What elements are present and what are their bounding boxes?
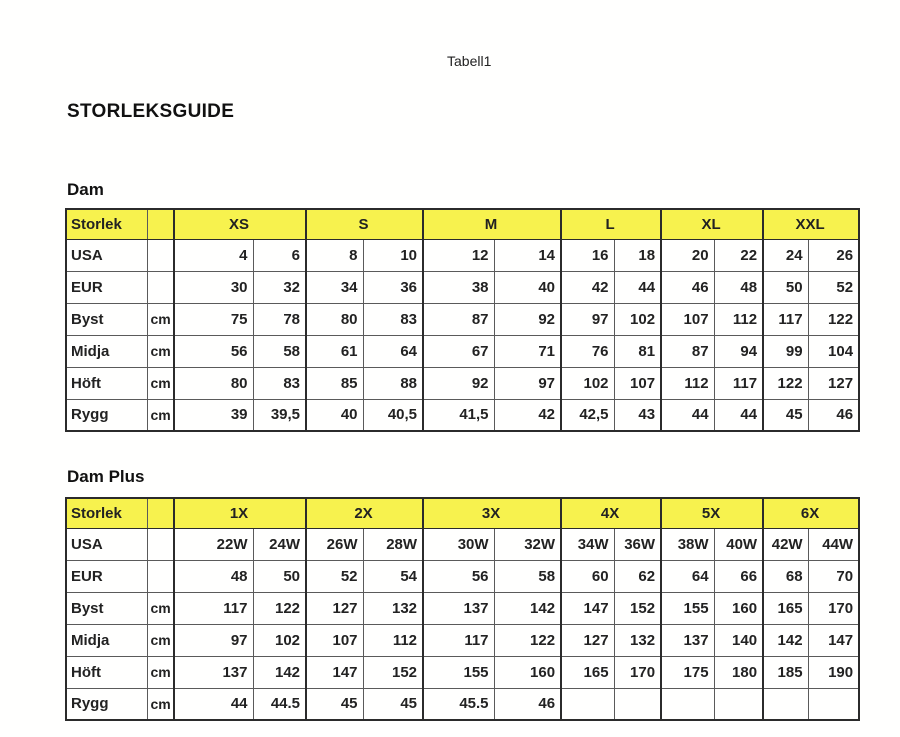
value-cell: 92	[494, 303, 561, 335]
unit-cell: cm	[147, 303, 174, 335]
value-cell: 64	[661, 560, 714, 592]
value-cell: 155	[423, 656, 494, 688]
row-label-cell: USA	[66, 528, 147, 560]
table-row	[66, 560, 859, 592]
value-cell: 122	[253, 592, 306, 624]
table-row	[66, 303, 859, 335]
value-cell: 137	[174, 656, 253, 688]
value-cell: 102	[561, 367, 614, 399]
value-cell: 44	[661, 399, 714, 431]
value-cell: 40,5	[363, 399, 423, 431]
size-table-dam	[65, 208, 860, 432]
value-cell: 14	[494, 239, 561, 271]
value-cell: 48	[714, 271, 763, 303]
value-cell: 140	[714, 624, 763, 656]
value-cell: 45	[363, 688, 423, 720]
value-cell: 81	[614, 335, 661, 367]
row-label-cell: EUR	[66, 271, 147, 303]
value-cell: 70	[808, 560, 859, 592]
value-cell: 50	[763, 271, 808, 303]
size-group-header: M	[423, 209, 561, 239]
table-row	[66, 367, 859, 399]
unit-cell: cm	[147, 399, 174, 431]
size-table-dam-plus	[65, 497, 860, 721]
unit-cell	[147, 528, 174, 560]
value-cell: 160	[714, 592, 763, 624]
value-cell: 180	[714, 656, 763, 688]
value-cell	[763, 688, 808, 720]
value-cell: 12	[423, 239, 494, 271]
value-cell: 24W	[253, 528, 306, 560]
value-cell: 18	[614, 239, 661, 271]
value-cell: 39,5	[253, 399, 306, 431]
value-cell: 87	[423, 303, 494, 335]
value-cell: 85	[306, 367, 363, 399]
value-cell: 68	[763, 560, 808, 592]
value-cell	[714, 688, 763, 720]
value-cell: 97	[561, 303, 614, 335]
value-cell: 190	[808, 656, 859, 688]
value-cell: 75	[174, 303, 253, 335]
unit-cell	[147, 271, 174, 303]
value-cell: 56	[174, 335, 253, 367]
value-cell: 42	[561, 271, 614, 303]
size-group-header: 4X	[561, 498, 661, 528]
value-cell: 56	[423, 560, 494, 592]
value-cell: 38W	[661, 528, 714, 560]
value-cell: 67	[423, 335, 494, 367]
size-group-header: 3X	[423, 498, 561, 528]
value-cell: 36	[363, 271, 423, 303]
row-label-cell: Byst	[66, 303, 147, 335]
value-cell: 80	[306, 303, 363, 335]
value-cell: 132	[614, 624, 661, 656]
value-cell: 8	[306, 239, 363, 271]
value-cell: 40W	[714, 528, 763, 560]
table-row	[66, 592, 859, 624]
value-cell: 117	[423, 624, 494, 656]
value-cell: 112	[661, 367, 714, 399]
value-cell: 32	[253, 271, 306, 303]
value-cell: 61	[306, 335, 363, 367]
unit-cell: cm	[147, 656, 174, 688]
value-cell: 30W	[423, 528, 494, 560]
size-group-header: XS	[174, 209, 306, 239]
size-header-row	[66, 498, 859, 528]
value-cell	[561, 688, 614, 720]
value-cell: 107	[614, 367, 661, 399]
value-cell: 165	[561, 656, 614, 688]
value-cell: 104	[808, 335, 859, 367]
page-title: STORLEKSGUIDE	[67, 101, 235, 122]
value-cell: 30	[174, 271, 253, 303]
size-group-header: XL	[661, 209, 763, 239]
unit-header-cell	[147, 498, 174, 528]
unit-cell: cm	[147, 335, 174, 367]
value-cell: 36W	[614, 528, 661, 560]
table-row	[66, 624, 859, 656]
value-cell: 71	[494, 335, 561, 367]
size-group-header: S	[306, 209, 423, 239]
table-row	[66, 688, 859, 720]
value-cell: 42,5	[561, 399, 614, 431]
value-cell: 127	[561, 624, 614, 656]
value-cell: 28W	[363, 528, 423, 560]
value-cell: 16	[561, 239, 614, 271]
corner-header-cell: Storlek	[66, 209, 147, 239]
value-cell: 45	[763, 399, 808, 431]
value-cell	[614, 688, 661, 720]
value-cell: 142	[763, 624, 808, 656]
value-cell: 46	[661, 271, 714, 303]
table-title-dam: Dam	[67, 180, 104, 199]
value-cell: 80	[174, 367, 253, 399]
value-cell: 147	[808, 624, 859, 656]
table-row	[66, 656, 859, 688]
value-cell: 52	[306, 560, 363, 592]
value-cell: 112	[363, 624, 423, 656]
value-cell: 97	[494, 367, 561, 399]
value-cell	[661, 688, 714, 720]
table-title-dam-plus: Dam Plus	[67, 467, 145, 486]
size-group-header: XXL	[763, 209, 859, 239]
value-cell: 46	[808, 399, 859, 431]
value-cell: 58	[253, 335, 306, 367]
value-cell: 127	[808, 367, 859, 399]
value-cell: 102	[253, 624, 306, 656]
row-label-cell: Höft	[66, 367, 147, 399]
value-cell: 41,5	[423, 399, 494, 431]
value-cell: 52	[808, 271, 859, 303]
value-cell: 54	[363, 560, 423, 592]
size-header-row	[66, 209, 859, 239]
value-cell: 83	[253, 367, 306, 399]
value-cell: 48	[174, 560, 253, 592]
value-cell: 170	[808, 592, 859, 624]
value-cell: 45.5	[423, 688, 494, 720]
value-cell: 43	[614, 399, 661, 431]
value-cell: 112	[714, 303, 763, 335]
value-cell: 76	[561, 335, 614, 367]
value-cell: 40	[494, 271, 561, 303]
value-cell: 64	[363, 335, 423, 367]
value-cell: 99	[763, 335, 808, 367]
size-group-header: 2X	[306, 498, 423, 528]
row-label-cell: Midja	[66, 335, 147, 367]
row-label-cell: Midja	[66, 624, 147, 656]
value-cell: 44	[614, 271, 661, 303]
value-cell: 78	[253, 303, 306, 335]
row-label-cell: Rygg	[66, 399, 147, 431]
value-cell: 50	[253, 560, 306, 592]
value-cell: 127	[306, 592, 363, 624]
value-cell: 58	[494, 560, 561, 592]
value-cell: 88	[363, 367, 423, 399]
value-cell: 122	[494, 624, 561, 656]
value-cell: 147	[306, 656, 363, 688]
value-cell: 40	[306, 399, 363, 431]
unit-cell: cm	[147, 688, 174, 720]
value-cell: 44	[174, 688, 253, 720]
value-cell: 117	[174, 592, 253, 624]
value-cell: 42W	[763, 528, 808, 560]
row-label-cell: Byst	[66, 592, 147, 624]
row-label-cell: USA	[66, 239, 147, 271]
value-cell: 132	[363, 592, 423, 624]
value-cell: 92	[423, 367, 494, 399]
value-cell: 165	[763, 592, 808, 624]
value-cell: 152	[614, 592, 661, 624]
value-cell: 45	[306, 688, 363, 720]
value-cell: 83	[363, 303, 423, 335]
table-row	[66, 528, 859, 560]
value-cell: 185	[763, 656, 808, 688]
size-group-header: 1X	[174, 498, 306, 528]
value-cell: 142	[253, 656, 306, 688]
value-cell: 142	[494, 592, 561, 624]
value-cell: 160	[494, 656, 561, 688]
value-cell: 117	[714, 367, 763, 399]
size-group-header: 5X	[661, 498, 763, 528]
value-cell: 87	[661, 335, 714, 367]
value-cell: 122	[808, 303, 859, 335]
value-cell: 102	[614, 303, 661, 335]
value-cell: 66	[714, 560, 763, 592]
value-cell: 97	[174, 624, 253, 656]
value-cell: 152	[363, 656, 423, 688]
value-cell: 107	[661, 303, 714, 335]
value-cell: 117	[763, 303, 808, 335]
value-cell: 60	[561, 560, 614, 592]
value-cell: 22W	[174, 528, 253, 560]
value-cell: 44.5	[253, 688, 306, 720]
corner-header-cell: Storlek	[66, 498, 147, 528]
row-label-cell: EUR	[66, 560, 147, 592]
value-cell: 34W	[561, 528, 614, 560]
row-label-cell: Rygg	[66, 688, 147, 720]
value-cell: 22	[714, 239, 763, 271]
value-cell: 155	[661, 592, 714, 624]
unit-cell: cm	[147, 367, 174, 399]
value-cell: 94	[714, 335, 763, 367]
value-cell: 44	[714, 399, 763, 431]
size-group-header: 6X	[763, 498, 859, 528]
value-cell: 6	[253, 239, 306, 271]
value-cell: 38	[423, 271, 494, 303]
table-row	[66, 399, 859, 431]
value-cell: 24	[763, 239, 808, 271]
table-row	[66, 239, 859, 271]
value-cell: 175	[661, 656, 714, 688]
value-cell: 147	[561, 592, 614, 624]
value-cell: 32W	[494, 528, 561, 560]
row-label-cell: Höft	[66, 656, 147, 688]
unit-cell: cm	[147, 624, 174, 656]
value-cell: 46	[494, 688, 561, 720]
value-cell: 10	[363, 239, 423, 271]
value-cell: 137	[661, 624, 714, 656]
value-cell: 26	[808, 239, 859, 271]
value-cell: 4	[174, 239, 253, 271]
size-group-header: L	[561, 209, 661, 239]
unit-header-cell	[147, 209, 174, 239]
value-cell: 42	[494, 399, 561, 431]
unit-cell	[147, 560, 174, 592]
value-cell: 44W	[808, 528, 859, 560]
unit-cell: cm	[147, 592, 174, 624]
value-cell: 34	[306, 271, 363, 303]
value-cell: 39	[174, 399, 253, 431]
value-cell: 20	[661, 239, 714, 271]
table-row	[66, 271, 859, 303]
unit-cell	[147, 239, 174, 271]
value-cell	[808, 688, 859, 720]
table-row	[66, 335, 859, 367]
value-cell: 62	[614, 560, 661, 592]
value-cell: 137	[423, 592, 494, 624]
sheet-header-label: Tabell1	[447, 53, 492, 69]
value-cell: 26W	[306, 528, 363, 560]
value-cell: 107	[306, 624, 363, 656]
value-cell: 122	[763, 367, 808, 399]
value-cell: 170	[614, 656, 661, 688]
